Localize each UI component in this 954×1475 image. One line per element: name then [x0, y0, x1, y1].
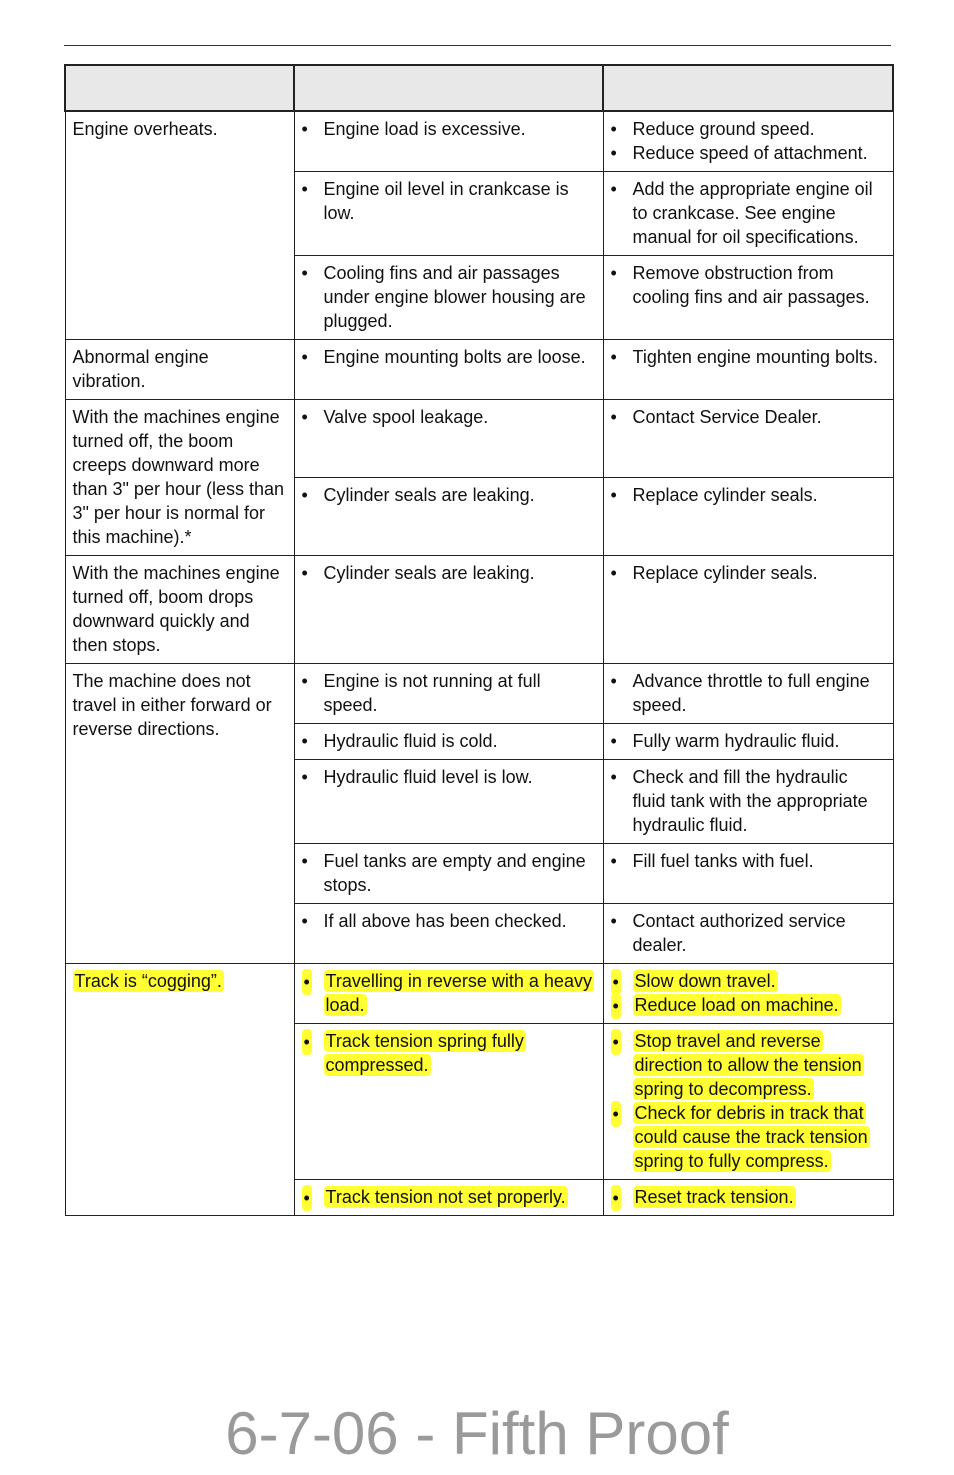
cause-list	[302, 849, 596, 897]
bullet-icon: •	[302, 1029, 312, 1055]
list-item-text: Check for debris in track that could cause the track tension spring to fully compress.	[634, 1103, 868, 1171]
cause-cell	[294, 400, 603, 478]
table-header-row	[65, 65, 893, 111]
action-list	[611, 345, 886, 369]
action-list	[611, 117, 886, 165]
list-item	[302, 561, 596, 585]
list-item	[611, 141, 886, 165]
list-item-text: Advance throttle to full engine speed.	[632, 671, 870, 715]
problem-cell	[65, 340, 294, 400]
action-list	[611, 909, 886, 957]
proof-watermark: 6-7-06 - Fifth Proof	[225, 1400, 729, 1467]
problem-text: Track is “cogging”.	[74, 971, 222, 991]
problem-text: Abnormal engine vibration.	[72, 347, 209, 391]
table-row	[65, 964, 893, 1024]
action-cell	[603, 1024, 893, 1180]
problem-cell	[65, 556, 294, 664]
list-item	[302, 1185, 596, 1209]
action-list	[611, 561, 886, 585]
bullet-icon: •	[301, 485, 308, 505]
header-cause	[294, 65, 603, 111]
list-item	[611, 177, 886, 249]
bullet-icon: •	[301, 263, 308, 283]
list-item-text: Stop travel and reverse direction to allow the tension spring to decompress.	[634, 1031, 862, 1099]
cause-cell	[294, 172, 603, 256]
bullet-icon: •	[610, 179, 617, 199]
list-item	[611, 345, 886, 369]
action-cell	[603, 760, 893, 844]
list-item	[611, 765, 886, 837]
action-cell	[603, 664, 893, 724]
bullet-icon: •	[611, 1185, 621, 1211]
list-item	[611, 909, 886, 957]
action-cell	[603, 478, 893, 556]
list-item-text: Replace cylinder seals.	[632, 563, 818, 583]
cause-list	[302, 117, 596, 141]
top-rule	[64, 45, 891, 46]
cause-cell	[294, 340, 603, 400]
table-row	[65, 400, 893, 478]
action-cell	[603, 256, 893, 340]
list-item	[611, 405, 886, 429]
list-item	[611, 483, 886, 507]
action-list	[611, 261, 886, 309]
bullet-icon: •	[302, 969, 312, 995]
list-item	[302, 345, 596, 369]
cause-cell	[294, 964, 603, 1024]
problem-cell	[65, 664, 294, 964]
list-item-text: Slow down travel.	[634, 971, 776, 991]
list-item	[611, 1101, 886, 1173]
bullet-icon: •	[301, 671, 308, 691]
problem-text: Engine overheats.	[72, 119, 218, 139]
action-cell	[603, 1180, 893, 1216]
action-list	[611, 405, 886, 429]
problem-text: With the machines engine turned off, boom drops downward quickly and then stops.	[72, 563, 280, 655]
list-item	[302, 909, 596, 933]
cause-cell	[294, 111, 603, 172]
bullet-icon: •	[611, 969, 621, 995]
list-item-text: Cylinder seals are leaking.	[323, 563, 535, 583]
problem-cell	[65, 964, 294, 1216]
action-list	[611, 1029, 886, 1173]
bullet-icon: •	[301, 563, 308, 583]
cause-cell	[294, 256, 603, 340]
action-cell	[603, 964, 893, 1024]
bullet-icon: •	[301, 851, 308, 871]
bullet-icon: •	[610, 731, 617, 751]
list-item	[302, 729, 596, 753]
list-item-text: Fill fuel tanks with fuel.	[632, 851, 814, 871]
list-item	[611, 669, 886, 717]
action-list	[611, 177, 886, 249]
list-item	[302, 969, 596, 1017]
bullet-icon: •	[610, 347, 617, 367]
list-item-text: Track tension spring fully compressed.	[325, 1031, 524, 1075]
list-item	[611, 993, 886, 1017]
action-list	[611, 849, 886, 873]
list-item-text: Engine is not running at full speed.	[323, 671, 541, 715]
cause-cell	[294, 844, 603, 904]
bullet-icon: •	[302, 1185, 312, 1211]
action-cell	[603, 172, 893, 256]
bullet-icon: •	[301, 347, 308, 367]
cause-list	[302, 909, 596, 933]
cause-list	[302, 405, 596, 429]
list-item	[302, 483, 596, 507]
action-cell	[603, 556, 893, 664]
cause-list	[302, 729, 596, 753]
list-item	[611, 969, 886, 993]
action-list	[611, 969, 886, 1017]
list-item-text: Travelling in reverse with a heavy load.	[325, 971, 592, 1015]
problem-cell	[65, 400, 294, 556]
problem-text: With the machines engine turned off, the boom creeps downward more than 3" per hour (less than 3" per hour is normal for this machine).*	[72, 407, 285, 547]
bullet-icon: •	[611, 993, 621, 1019]
list-item-text: Hydraulic fluid is cold.	[323, 731, 498, 751]
troubleshooting-table	[64, 64, 894, 1216]
list-item	[611, 561, 886, 585]
problem-cell	[65, 111, 294, 340]
bullet-icon: •	[610, 911, 617, 931]
list-item-text: If all above has been checked.	[323, 911, 567, 931]
list-item-text: Reset track tension.	[634, 1187, 794, 1207]
cause-cell	[294, 1180, 603, 1216]
list-item	[611, 1185, 886, 1209]
bullet-icon: •	[611, 1029, 621, 1055]
list-item-text: Fully warm hydraulic fluid.	[632, 731, 840, 751]
list-item	[302, 117, 596, 141]
action-list	[611, 1185, 886, 1209]
header-action	[603, 65, 893, 111]
list-item-text: Engine mounting bolts are loose.	[323, 347, 586, 367]
bullet-icon: •	[301, 731, 308, 751]
list-item	[302, 669, 596, 717]
list-item	[302, 405, 596, 429]
cause-cell	[294, 478, 603, 556]
bullet-icon: •	[610, 407, 617, 427]
list-item	[611, 261, 886, 309]
list-item-text: Cooling fins and air passages under engine blower housing are plugged.	[323, 263, 586, 331]
list-item-text: Cylinder seals are leaking.	[323, 485, 535, 505]
action-list	[611, 765, 886, 837]
cause-list	[302, 969, 596, 1017]
cause-list	[302, 1185, 596, 1209]
cause-cell	[294, 724, 603, 760]
cause-list	[302, 561, 596, 585]
table-row	[65, 111, 893, 172]
list-item-text: Reduce ground speed.	[632, 119, 815, 139]
list-item	[611, 117, 886, 141]
list-item-text: Track tension not set properly.	[325, 1187, 566, 1207]
action-cell	[603, 340, 893, 400]
header-problem	[65, 65, 294, 111]
bullet-icon: •	[610, 263, 617, 283]
list-item-text: Reduce load on machine.	[634, 995, 839, 1015]
cause-list	[302, 177, 596, 225]
list-item	[302, 177, 596, 225]
action-cell	[603, 904, 893, 964]
action-cell	[603, 844, 893, 904]
cause-cell	[294, 664, 603, 724]
bullet-icon: •	[610, 119, 617, 139]
bullet-icon: •	[301, 179, 308, 199]
action-list	[611, 483, 886, 507]
bullet-icon: •	[301, 407, 308, 427]
action-cell	[603, 724, 893, 760]
cause-list	[302, 261, 596, 333]
cause-cell	[294, 760, 603, 844]
table-row	[65, 664, 893, 724]
bullet-icon: •	[301, 767, 308, 787]
cause-cell	[294, 556, 603, 664]
problem-text: The machine does not travel in either forward or reverse directions.	[72, 671, 272, 739]
list-item-text: Hydraulic fluid level is low.	[323, 767, 533, 787]
bullet-icon: •	[610, 485, 617, 505]
action-list	[611, 669, 886, 717]
list-item	[611, 729, 886, 753]
bullet-icon: •	[610, 143, 617, 163]
list-item	[611, 849, 886, 873]
list-item-text: Valve spool leakage.	[323, 407, 489, 427]
cause-list	[302, 1029, 596, 1077]
bullet-icon: •	[610, 767, 617, 787]
list-item	[302, 261, 596, 333]
bullet-icon: •	[301, 119, 308, 139]
cause-cell	[294, 904, 603, 964]
bullet-icon: •	[611, 1101, 621, 1127]
list-item-text: Contact Service Dealer.	[632, 407, 822, 427]
list-item-text: Fuel tanks are empty and engine stops.	[323, 851, 586, 895]
cause-list	[302, 345, 596, 369]
list-item	[302, 849, 596, 897]
list-item-text: Replace cylinder seals.	[632, 485, 818, 505]
cause-cell	[294, 1024, 603, 1180]
bullet-icon: •	[610, 851, 617, 871]
list-item-text: Contact authorized service dealer.	[632, 911, 846, 955]
list-item-text: Reduce speed of attachment.	[632, 143, 868, 163]
action-cell	[603, 111, 893, 172]
list-item	[611, 1029, 886, 1101]
bullet-icon: •	[301, 911, 308, 931]
cause-list	[302, 765, 596, 789]
table-row	[65, 556, 893, 664]
cause-list	[302, 669, 596, 717]
bullet-icon: •	[610, 563, 617, 583]
list-item-text: Add the appropriate engine oil to crankcase. See engine manual for oil specifications.	[632, 179, 873, 247]
action-list	[611, 729, 886, 753]
list-item-text: Check and fill the hydraulic fluid tank with the appropriate hydraulic fluid.	[632, 767, 868, 835]
list-item-text: Engine oil level in crankcase is low.	[323, 179, 569, 223]
list-item	[302, 1029, 596, 1077]
cause-list	[302, 483, 596, 507]
list-item-text: Engine load is excessive.	[323, 119, 526, 139]
list-item-text: Remove obstruction from cooling fins and air passages.	[632, 263, 870, 307]
table-row	[65, 340, 893, 400]
action-cell	[603, 400, 893, 478]
list-item	[302, 765, 596, 789]
list-item-text: Tighten engine mounting bolts.	[632, 347, 878, 367]
bullet-icon: •	[610, 671, 617, 691]
